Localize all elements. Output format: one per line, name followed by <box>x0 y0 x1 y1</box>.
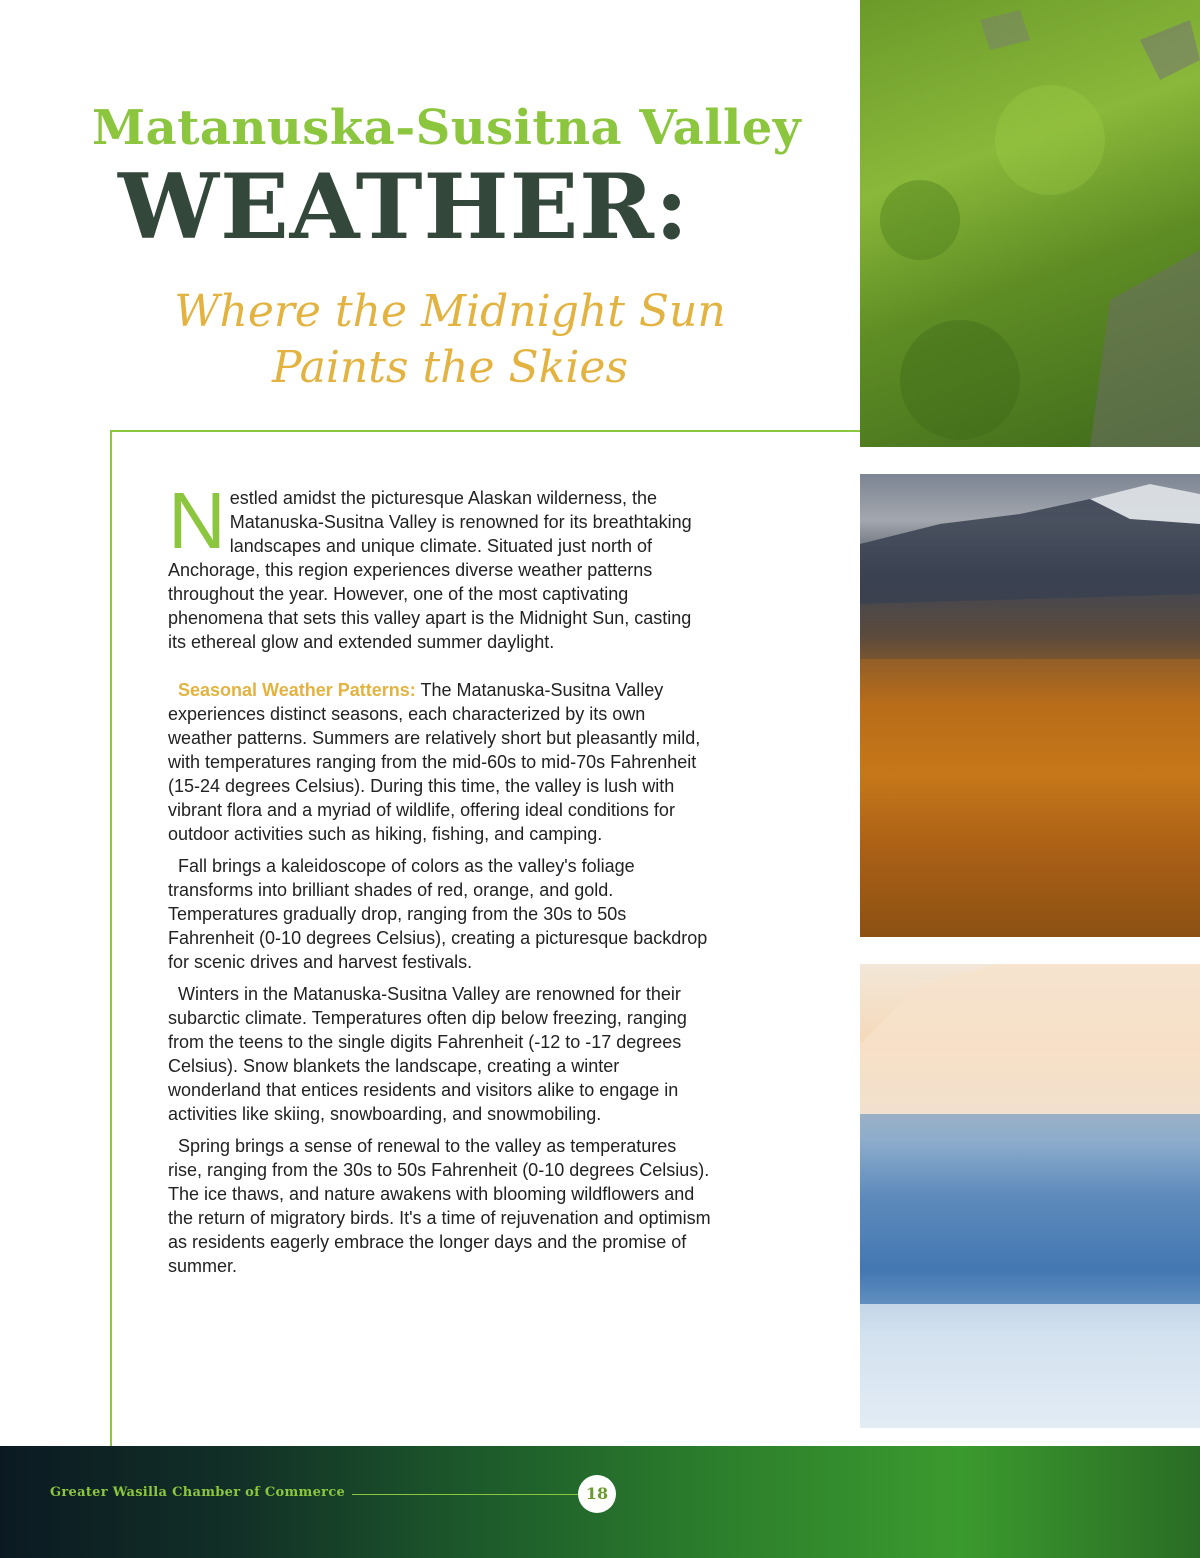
text-frame-top-rule <box>110 430 860 432</box>
footer-band <box>0 1446 1200 1558</box>
winter-paragraph: Winters in the Matanuska-Susitna Valley are renowned for their subarctic climate. Temperatures often dip below freezing, ranging from the teens to the single digits Fahrenheit (-12 to -17 degrees Celsius). Snow blankets the landscape, creating a winter wonderland that entices residents and visitors alike to engage in activities like skiing, snowboarding, and snowmobiling. <box>168 984 687 1124</box>
green-hillside-photo <box>860 0 1200 447</box>
winter-forest-texture <box>860 964 1200 1428</box>
footer-organization: Greater Wasilla Chamber of Commerce <box>50 1485 346 1500</box>
intro-paragraph <box>168 476 713 654</box>
autumn-valley-texture <box>860 474 1200 937</box>
green-hillside-texture <box>860 0 1200 447</box>
autumn-valley-photo <box>860 474 1200 937</box>
spring-paragraph: Spring brings a sense of renewal to the valley as temperatures rise, ranging from the 30s to 50s Fahrenheit (0-10 degrees Celsius). The ice thaws, and nature awakens with blooming wildflowers and the return of migratory birds. It's a time of rejuvenation and optimism as residents eagerly embrace the longer days and the promise of summer. <box>168 1136 711 1276</box>
subtitle: Where the Midnight Sun Paints the Skies <box>174 286 726 393</box>
summer-paragraph <box>168 678 713 846</box>
seasonal-heading: Seasonal Weather Patterns: <box>178 680 416 700</box>
page-number-badge: 18 <box>578 1475 616 1513</box>
footer-rule <box>352 1494 578 1495</box>
summer-text: The Matanuska-Susitna Valley experiences distinct seasons, each characterized by its own weather patterns. Summers are relatively short but pleasantly mild, with temperatures ranging from the mid-60s to mid-70s Fahrenheit (15-24 degrees Celsius). During this time, the valley is lush with vibrant flora and a myriad of wildlife, offering ideal conditions for outdoor activities such as hiking, fishing, and camping. <box>168 680 701 844</box>
title-line-1: Matanuska-Susitna Valley <box>92 100 802 156</box>
text-frame-left-rule <box>110 430 112 1450</box>
article-body <box>168 476 713 1286</box>
drop-cap: N <box>168 476 226 565</box>
fall-paragraph: Fall brings a kaleidoscope of colors as the valley's foliage transforms into brilliant shades of red, orange, and gold. Temperatures gradually drop, ranging from the 30s to 50s Fahrenheit (0-10 degrees Celsius), creating a picturesque backdrop for scenic drives and harvest festivals. <box>168 856 708 972</box>
title-line-2: WEATHER: <box>118 154 690 260</box>
winter-forest-photo <box>860 964 1200 1428</box>
intro-text: estled amidst the picturesque Alaskan wilderness, the Matanuska-Susitna Valley is renowned for its breathtaking landscapes and unique climate. Situated just north of Anchorage, this region experiences diverse weather patterns throughout the year. However, one of the most captivating phenomena that sets this valley apart is the Midnight Sun, casting its ethereal glow and extended summer daylight. <box>168 488 692 652</box>
